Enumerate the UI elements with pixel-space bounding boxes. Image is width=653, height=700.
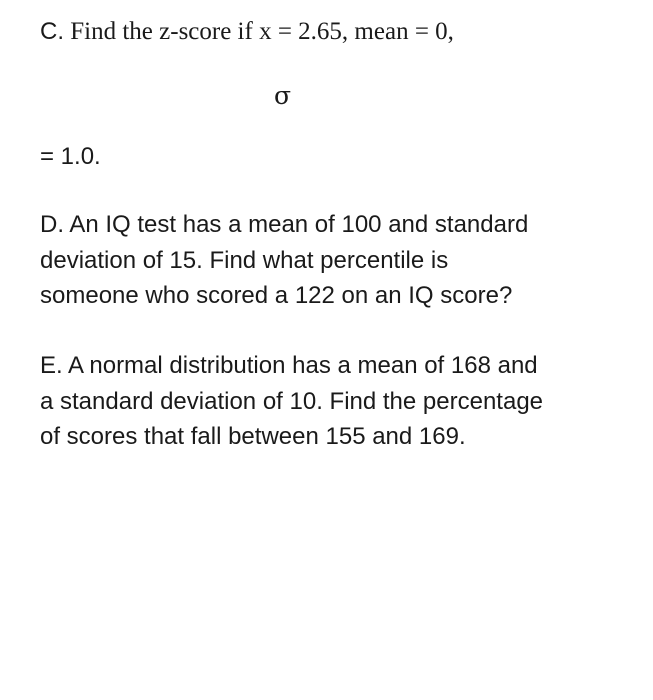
question-d-line: deviation of 15. Find what percentile is: [40, 246, 449, 274]
question-d-line: someone who scored a 122 on an IQ score?: [40, 282, 513, 309]
question-e-line: a standard deviation of 10. Find the percentage: [40, 387, 544, 415]
question-d: [40, 207, 630, 314]
question-e-line: E. A normal distribution has a mean of 168 and: [40, 352, 538, 379]
question-d-line: D. An IQ test has a mean of 100 and standard: [40, 211, 529, 238]
question-e-line: of scores that fall between 155 and 169.: [40, 423, 466, 450]
question-c-label: C.: [40, 18, 64, 45]
sigma-value: = 1.0.: [40, 143, 101, 170]
question-e: [40, 348, 630, 455]
question-c: [40, 16, 454, 48]
sigma-symbol: σ: [274, 81, 292, 110]
question-c-text: Find the z-score if x = 2.65, mean = 0,: [70, 18, 454, 45]
